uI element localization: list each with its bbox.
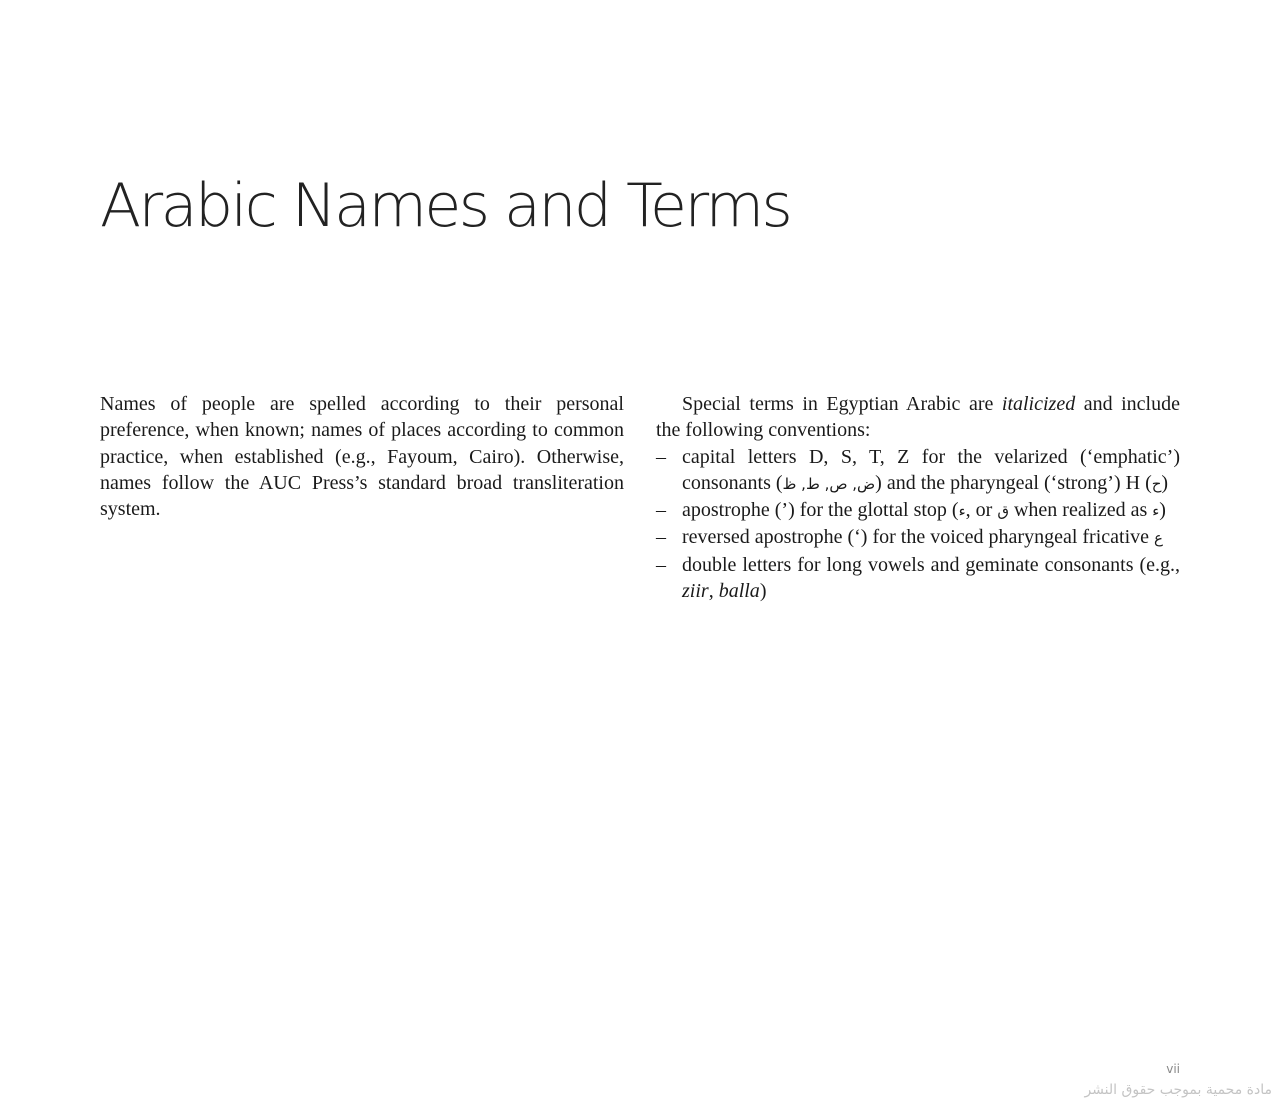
item-text: reversed apostrophe (‘) for the voiced pharyngeal fricative — [682, 526, 1155, 549]
copyright-watermark: مادة محمية بموجب حقوق النشر — [1084, 1082, 1272, 1098]
conventions-list — [656, 444, 1180, 605]
item-text: ) and the pharyngeal (‘strong’) H ( — [875, 471, 1152, 494]
page-number: vii — [1166, 1062, 1180, 1076]
intro-text-end: and include the following conventions: — [656, 393, 1180, 442]
item-text: ) — [1159, 499, 1166, 522]
list-item — [656, 524, 1180, 551]
arabic-letters: ض, ص, ط, ظ — [782, 474, 876, 493]
item-text: ) — [759, 580, 767, 603]
arabic-letter: ق — [997, 502, 1009, 521]
item-text: when realized as — [1008, 499, 1153, 522]
intro-text: Special terms in Egyptian Arabic are — [682, 393, 1002, 415]
item-text: double letters for long vowels and geminate consonants (e.g., — [682, 553, 1180, 576]
item-text: , or — [965, 499, 998, 522]
item-text: ) — [1161, 471, 1169, 494]
italic-term: ziir — [682, 580, 709, 603]
arabic-letter: ح — [1151, 474, 1162, 493]
italic-term: balla — [718, 580, 760, 603]
left-column — [100, 391, 624, 522]
list-item — [656, 444, 1180, 498]
names-paragraph: Names of people are spelled according to their personal preference, when known; names of places according to common practice, when established (e.g., Fayoum, Cairo). Otherwise, names follow the AUC Press’s standard broad transliteration system. — [100, 393, 624, 521]
list-item — [656, 552, 1180, 605]
item-text: apostrophe (’) for the glottal stop ( — [682, 499, 959, 522]
item-text: capital letters D, S, T, Z for the velarized (‘emphatic’) consonants ( — [682, 445, 1180, 494]
item-text: , — [708, 580, 719, 603]
right-column — [656, 391, 1180, 604]
arabic-letter: ع — [1154, 529, 1163, 548]
arabic-letter: ء — [958, 502, 966, 521]
italic-word: italicized — [1001, 393, 1076, 415]
page-title: Arabic Names and Terms — [100, 171, 791, 241]
terms-intro-paragraph — [656, 391, 1180, 444]
arabic-letter: ء — [1152, 502, 1160, 521]
list-item — [656, 497, 1180, 524]
